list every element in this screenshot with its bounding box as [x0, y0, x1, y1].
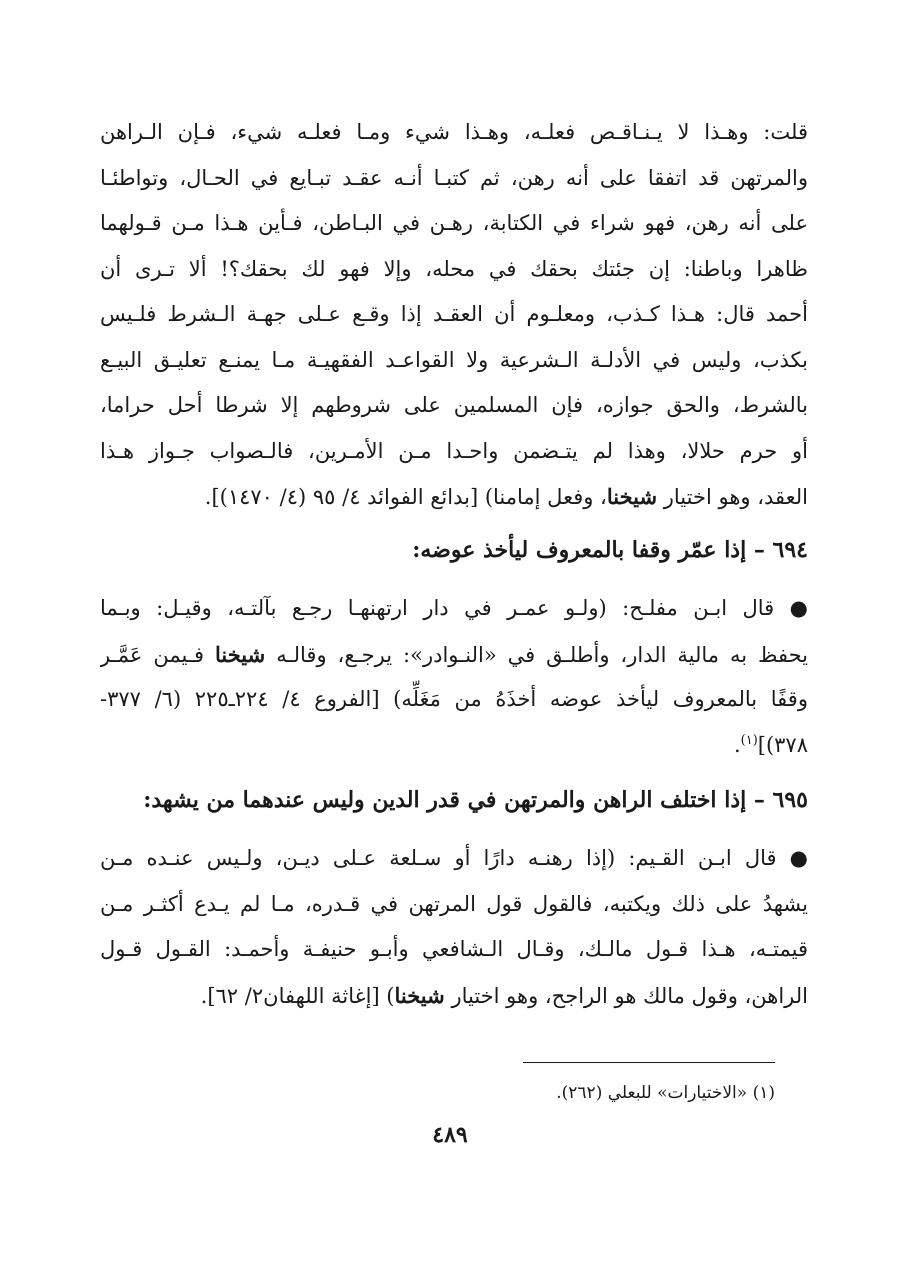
text-line: على أنه رهن، فهو شراء في الكتابة، رهـن في البـاطن، فـأين هـذا مـن قـولهما: [100, 211, 808, 235]
text-segment: .: [733, 732, 741, 757]
footnote: (١) «الاختيارات» للبعلي (٢٦٢).: [556, 1083, 775, 1103]
footnote-reference[interactable]: (١): [740, 732, 758, 748]
text-line: والمرتهن قد اتفقا على أنه رهن، ثم كتبـا أنـه عقـد تبـايع في الحـال، وتواطئـا: [100, 165, 808, 190]
text-line: أحمد قال: هـذا كـذب، ومعلـوم أن العقـد إذا وقـع عـلى جهـة الـشرط فلـيس: [100, 302, 808, 326]
text-line: ظاهرا وباطنا: إن جئتك بحقك في محله، وإلا فهو لك بحقك؟! ألا تـرى أن: [100, 256, 808, 281]
text-segment: ، وفعل إمامنا) [بدائع الفوائد ٤/ ٩٥ (٤/ ١٤٧٠)].: [204, 485, 607, 509]
text-segment: ٣٧٨)]: [757, 732, 808, 757]
text-line: قلت: وهـذا لا يـنـاقـص فعلـه، وهـذا شيء ومـا فعلـه شيء، فـإن الـراهن: [100, 120, 808, 144]
text-line: أو حرم حلالا، وهذا لم يتـضمن واحـدا مـن الأمـرين، فالـصواب جـواز هـذا: [100, 438, 808, 463]
text-segment: فـيمن عَمَّـر: [100, 642, 205, 667]
text-segment: الراهن، وقول مالك هو الراجح، وهو اختيار: [451, 983, 808, 1008]
text-line: قيمتـه، هـذا قـول مالـك، وقـال الـشافعي وأبـو حنيفـة وأحمـد: القـول قـول: [100, 937, 808, 961]
text-line-last: [100, 973, 808, 1019]
text-line: بكذب، وليس في الأدلـة الـشرعية ولا القواعـد الفقهيـة مـا يمنـع تعليـق البيـع: [100, 347, 808, 372]
text-line: وقفًا بالمعروف ليأخذ عوضه أخذَهُ من مَغَلِّه) [الفروع ٤/ ٢٢٤ـ٢٢٥ (٦/ ٣٧٧-: [100, 687, 808, 711]
text-line: يشهدُ على ذلك ويكتبه، فالقول قول المرتهن في قـدره، مـا لم يـدع أكثـر مـن: [100, 891, 808, 916]
text-segment: ) [إغاثة اللهفان٢/ ٦٢].: [200, 983, 395, 1008]
text-line: ● قال ابـن مفلـح: (ولـو عمـر في دار ارتهنهـا رجـع بآلتـه، وقيـل: وبـما: [100, 596, 808, 620]
text-segment: العقد، وهو اختيار: [663, 485, 808, 509]
text-line-last: [100, 474, 808, 520]
text-line: [100, 632, 808, 678]
text-line: بالشرط، والحق جوازه، فإن المسلمين على شروطهم إلا شرطا أحل حراما،: [100, 393, 808, 417]
page-number: ٤٨٩: [432, 1122, 468, 1148]
paragraph-694: [100, 586, 808, 768]
section-heading-695: ٦٩٥ – إذا اختلف الراهن والمرتهن في قدر الدين وليس عندهما من يشهد:: [143, 787, 808, 813]
sheikh-name: شيخنا: [606, 484, 658, 509]
section-heading-694: ٦٩٤ – إذا عمّر وقفا بالمعروف ليأخذ عوضه:: [412, 537, 808, 563]
sheikh-name: شيخنا: [394, 982, 445, 1008]
sheikh-name: شيخنا: [215, 641, 266, 667]
text-line-last: [100, 723, 808, 769]
text-line: ● قال ابـن القـيم: (إذا رهنـه دارًا أو سـلعة عـلى ديـن، ولـيس عنـده مـن: [100, 846, 808, 870]
paragraph-1: [100, 110, 808, 520]
footnote-separator: [523, 1062, 775, 1063]
paragraph-695: [100, 836, 808, 1018]
text-segment: يحفظ به مالية الدار، وأطلـق في «النـوادر»: يرجـع، وقالـه: [276, 642, 808, 667]
